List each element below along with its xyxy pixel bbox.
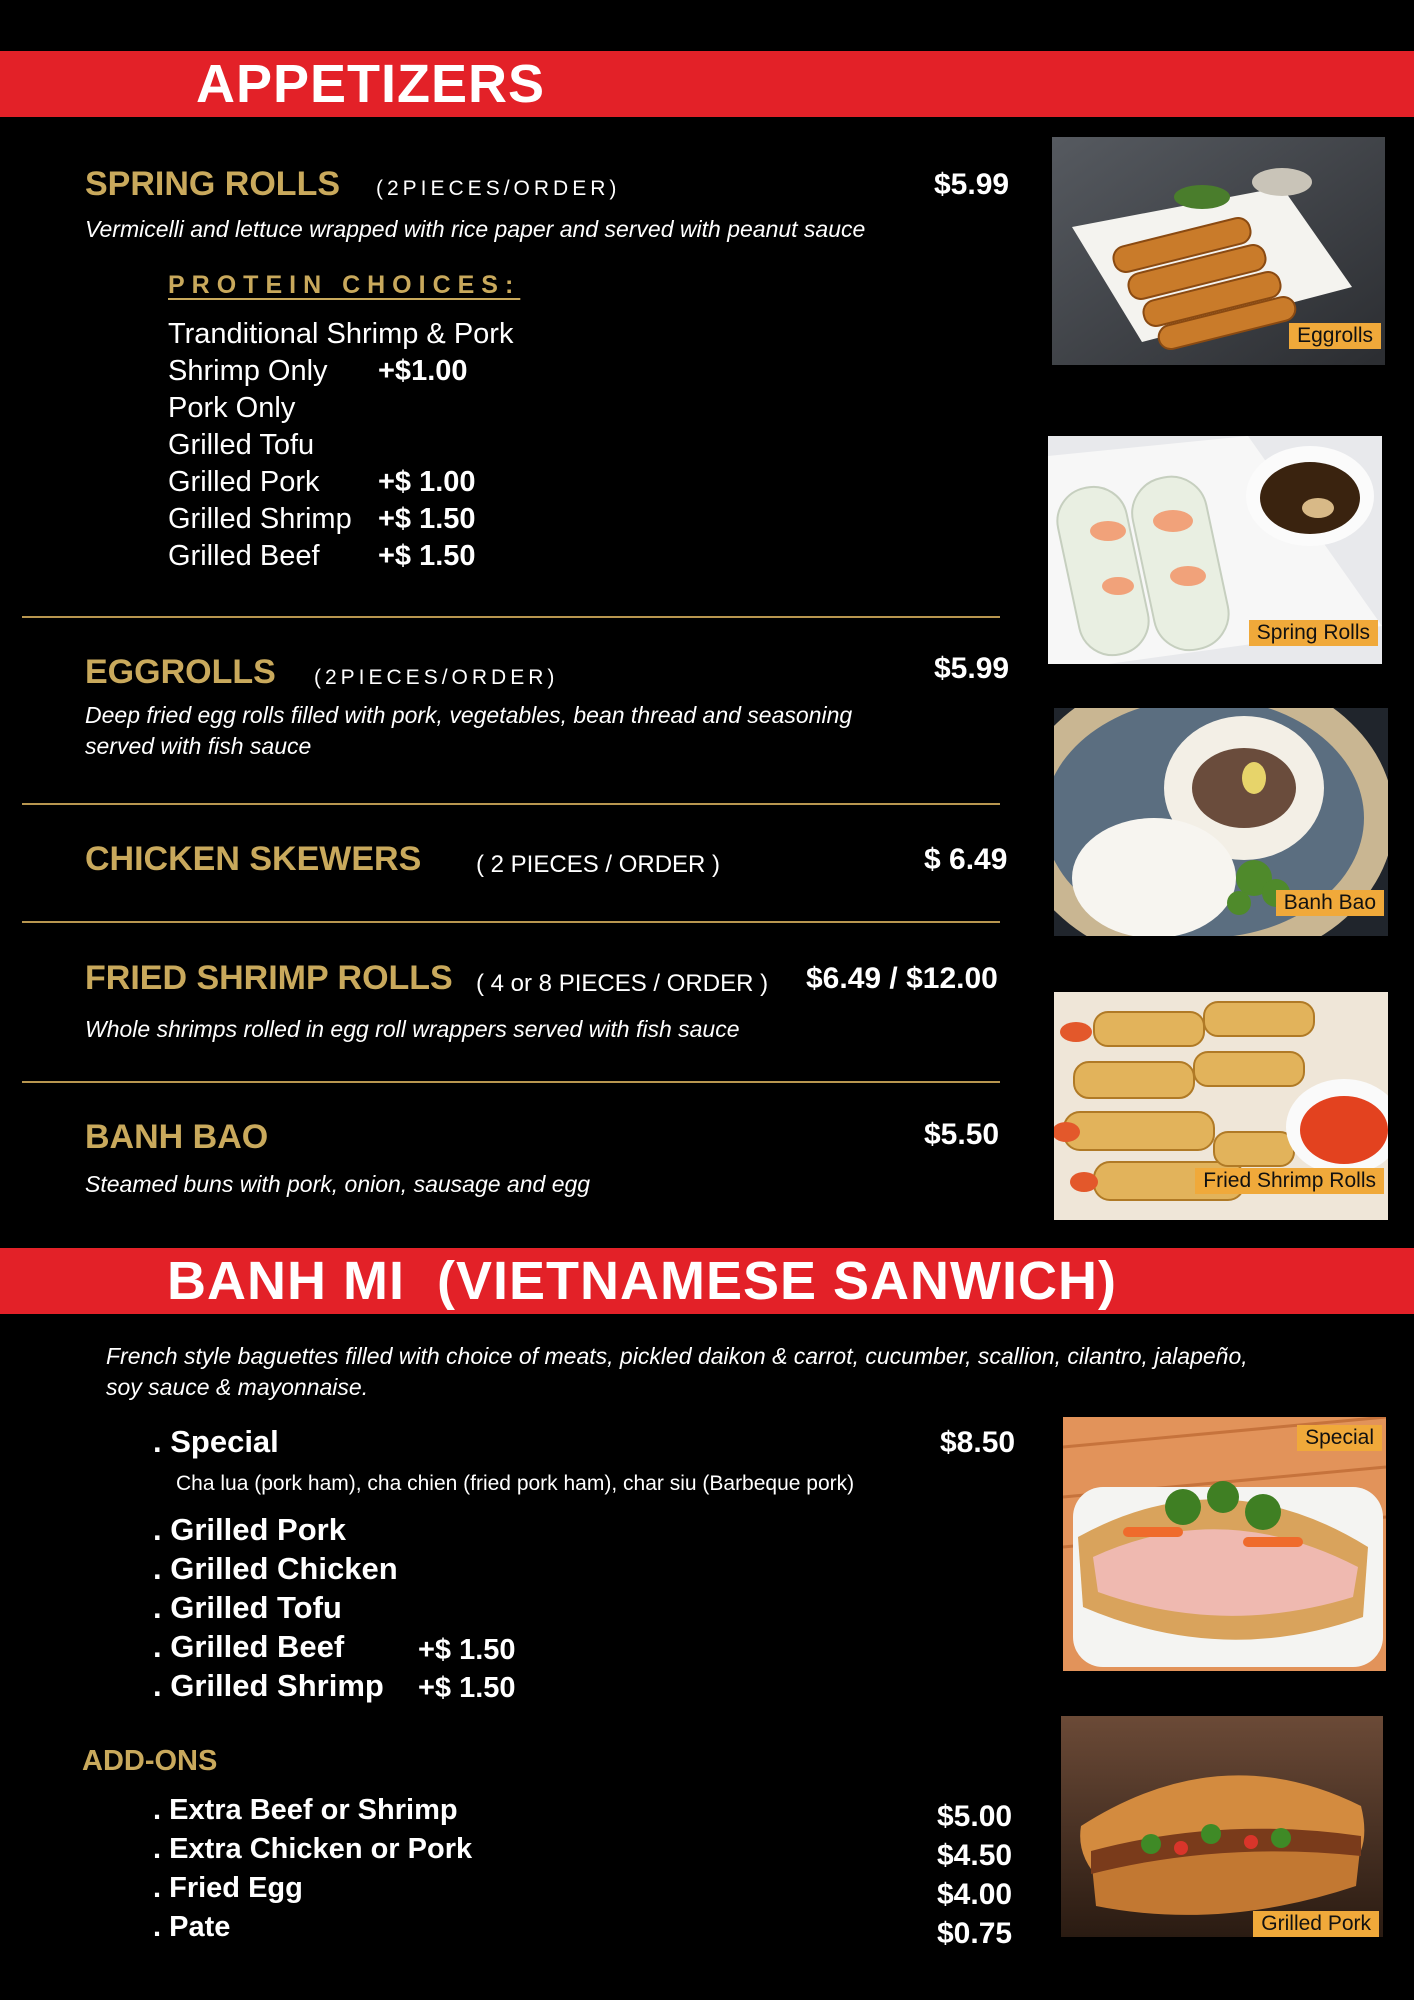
banh-mi-upcharge: +$ 1.50 — [418, 1672, 516, 1704]
banh-mi-banner — [0, 1248, 1414, 1314]
eggrolls-caption: Eggrolls — [1289, 323, 1381, 349]
addon-name: . Fried Egg — [153, 1872, 303, 1904]
spring-rolls-price: $5.99 — [934, 168, 1010, 201]
banh-bao-name: BANH BAO — [85, 1118, 269, 1156]
banh-mi-special-price: $8.50 — [940, 1426, 1016, 1459]
protein-choice: Shrimp Only — [168, 355, 328, 387]
banh-mi-item: . Grilled Shrimp — [153, 1668, 384, 1703]
addon-name: . Extra Chicken or Pork — [153, 1833, 473, 1865]
banh-mi-upcharge: +$ 1.50 — [418, 1634, 516, 1666]
spring-rolls-name: SPRING ROLLS — [85, 165, 341, 203]
protein-choice: Pork Only — [168, 392, 296, 424]
divider — [22, 1081, 1000, 1083]
addon-price: $4.00 — [937, 1878, 1013, 1911]
appetizers-title: APPETIZERS — [196, 54, 546, 114]
protein-choice: Grilled Shrimp — [168, 503, 352, 535]
addon-name: . Pate — [153, 1911, 231, 1943]
protein-choices-heading: PROTEIN CHOICES: — [168, 271, 521, 299]
divider — [22, 921, 1000, 923]
banh-bao-photo — [1054, 708, 1388, 936]
special-photo — [1063, 1417, 1386, 1671]
eggrolls-note: (2PIECES/ORDER) — [314, 666, 559, 689]
fried-shrimp-rolls-desc: Whole shrimps rolled in egg roll wrappers served with fish sauce — [85, 1016, 740, 1042]
banh-mi-item: . Grilled Pork — [153, 1512, 346, 1547]
chicken-skewers-name: CHICKEN SKEWERS — [85, 840, 422, 878]
banh-bao-caption: Banh Bao — [1276, 890, 1384, 916]
addon-price: $5.00 — [937, 1800, 1013, 1833]
banh-bao-price: $5.50 — [924, 1118, 1000, 1151]
spring-rolls-desc: Vermicelli and lettuce wrapped with rice paper and served with peanut sauce — [85, 216, 866, 242]
protein-upcharge: +$1.00 — [378, 355, 468, 387]
protein-choice: Grilled Pork — [168, 466, 320, 498]
banh-mi-special-desc: Cha lua (pork ham), cha chien (fried pork ham), char siu (Barbeque pork) — [176, 1472, 855, 1495]
protein-upcharge: +$ 1.00 — [378, 466, 476, 498]
protein-upcharge: +$ 1.50 — [378, 540, 476, 572]
banh-mi-desc-1: French style baguettes filled with choice of meats, pickled daikon & carrot, cucumber, scallion, cilantro, jalapeño, — [106, 1343, 1248, 1369]
protein-choice: Grilled Tofu — [168, 429, 315, 461]
fried-shrimp-rolls-name: FRIED SHRIMP ROLLS — [85, 959, 453, 997]
spring-rolls-photo — [1048, 436, 1382, 664]
grilled-pork-photo — [1061, 1716, 1383, 1937]
addon-price: $0.75 — [937, 1917, 1013, 1950]
fried-shrimp-rolls-note: ( 4 or 8 PIECES / ORDER ) — [476, 970, 769, 997]
banh-mi-item: . Grilled Chicken — [153, 1551, 398, 1586]
banh-mi-title: BANH MI (VIETNAMESE SANWICH) — [167, 1251, 1117, 1311]
appetizers-banner — [0, 51, 1414, 117]
banh-mi-item: . Grilled Beef — [153, 1629, 345, 1664]
addon-name: . Extra Beef or Shrimp — [153, 1794, 458, 1826]
banh-mi-special-name: . Special — [153, 1424, 279, 1459]
eggrolls-photo — [1052, 137, 1385, 365]
spring-rolls-caption: Spring Rolls — [1249, 620, 1378, 646]
eggrolls-desc-2: served with fish sauce — [85, 733, 312, 759]
fried-shrimp-rolls-price: $6.49 / $12.00 — [806, 962, 998, 995]
protein-choice: Grilled Beef — [168, 540, 320, 572]
eggrolls-price: $5.99 — [934, 652, 1010, 685]
banh-mi-desc-2: soy sauce & mayonnaise. — [106, 1374, 369, 1400]
protein-upcharge: +$ 1.50 — [378, 503, 476, 535]
addon-price: $4.50 — [937, 1839, 1013, 1872]
fried-shrimp-rolls-caption: Fried Shrimp Rolls — [1195, 1168, 1384, 1194]
chicken-skewers-note: ( 2 PIECES / ORDER ) — [476, 851, 721, 878]
divider — [22, 616, 1000, 618]
fried-shrimp-rolls-photo — [1054, 992, 1388, 1220]
banh-bao-desc: Steamed buns with pork, onion, sausage and egg — [85, 1171, 591, 1197]
special-caption: Special — [1297, 1425, 1382, 1451]
eggrolls-desc-1: Deep fried egg rolls filled with pork, vegetables, bean thread and seasoning — [85, 702, 853, 728]
eggrolls-name: EGGROLLS — [85, 653, 276, 691]
grilled-pork-caption: Grilled Pork — [1253, 1911, 1379, 1937]
addons-heading: ADD-ONS — [82, 1745, 218, 1777]
spring-rolls-note: (2PIECES/ORDER) — [376, 177, 621, 200]
chicken-skewers-price: $ 6.49 — [924, 843, 1008, 876]
protein-choice: Tranditional Shrimp & Pork — [168, 318, 514, 350]
banh-mi-item: . Grilled Tofu — [153, 1590, 342, 1625]
divider — [22, 803, 1000, 805]
